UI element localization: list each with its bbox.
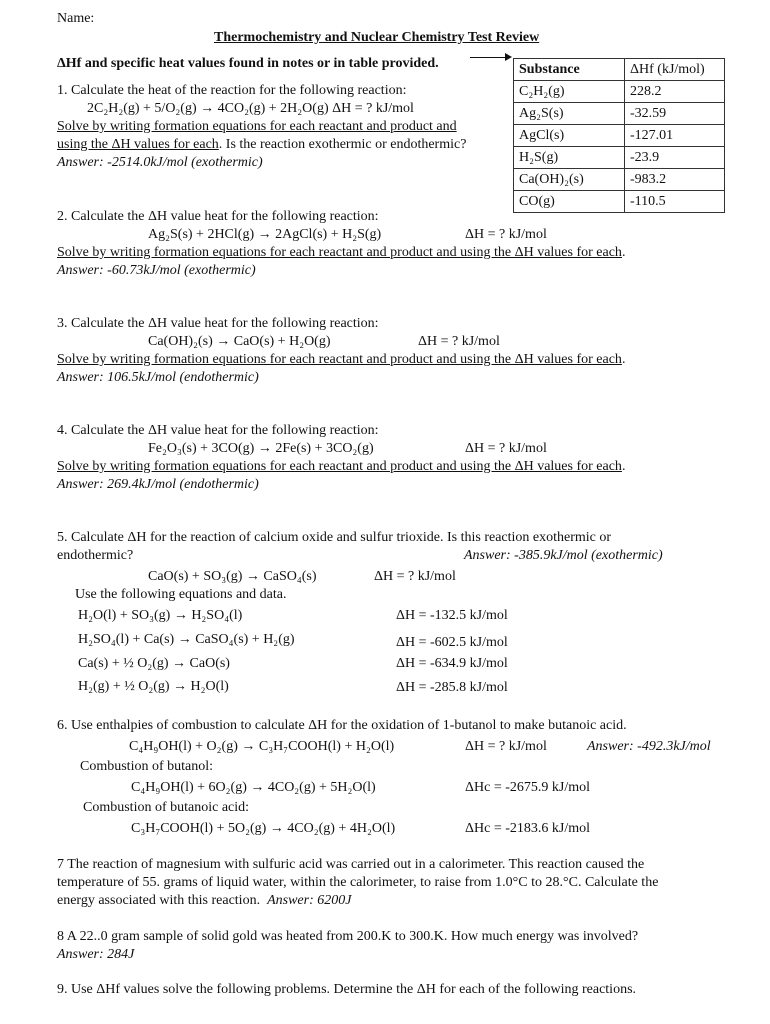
q5-equation: CaO(s) + SO₃(g) → CaSO₄(s) <box>148 569 317 584</box>
q6-delta-h: ΔH = ? kJ/mol <box>465 739 547 754</box>
q5-use-label: Use the following equations and data. <box>75 587 287 602</box>
arrow-head-icon <box>505 53 512 61</box>
table-row <box>514 191 725 213</box>
q6-combustion-equation: C₄H₉OH(l) + 6O₂(g) → 4CO₂(g) + 5H₂O(l) <box>131 780 376 795</box>
q9-text: 9. Use ΔHf values solve the following problems. Determine the ΔH for each of the following reactions. <box>57 982 637 997</box>
page-title: Thermochemistry and Nuclear Chemistry Test Review <box>214 30 540 45</box>
q8-text: 8 A 22..0 gram sample of solid gold was heated from 200.K to 300.K. How much energy was involved? <box>57 929 639 944</box>
q1-instruction-question: . Is the reaction exothermic or endothermic? <box>218 137 467 152</box>
q1-instruction: Solve by writing formation equations for each reactant and product and <box>57 119 457 134</box>
q5-answer: Answer: -385.9kJ/mol (exothermic) <box>464 548 663 563</box>
q5-step-equation: H₂SO₄(l) + Ca(s) → CaSO₄(s) + H₂(g) <box>78 632 295 647</box>
q5-prompt: 5. Calculate ΔH for the reaction of calcium oxide and sulfur trioxide. Is this reaction exothermic or <box>57 530 612 545</box>
q5-delta-h: ΔH = ? kJ/mol <box>374 569 456 584</box>
q3-instruction-underlined: Solve by writing formation equations for each reactant and product and using the ΔH values for each <box>57 352 622 367</box>
q2-delta-h: ΔH = ? kJ/mol <box>465 227 547 242</box>
q1-answer: Answer: -2514.0kJ/mol (exothermic) <box>57 155 263 170</box>
table-cell: -110.5 <box>625 191 725 213</box>
q2-instruction-period: . <box>621 245 626 260</box>
q3-instruction <box>57 351 625 369</box>
q3-prompt: 3. Calculate the ΔH value heat for the following reaction: <box>57 316 379 331</box>
q4-prompt: 4. Calculate the ΔH value heat for the following reaction: <box>57 423 379 438</box>
table-cell: -983.2 <box>625 169 725 191</box>
q5-step-equation: Ca(s) + ½ O₂(g) → CaO(s) <box>78 656 230 671</box>
q7-text: 7 The reaction of magnesium with sulfuric acid was carried out in a calorimeter. This reaction caused the <box>57 857 645 872</box>
q6-combustion-label: Combustion of butanoic acid: <box>83 800 250 815</box>
table-header-dhf: ΔHf (kJ/mol) <box>625 59 725 81</box>
table-row <box>514 81 725 103</box>
q7-text-line3 <box>57 892 351 910</box>
name-label: Name: <box>57 11 95 26</box>
arrow-icon <box>470 57 508 58</box>
q7-text-line2: temperature of 55. grams of liquid water, within the calorimeter, to raise from 1.0°C to 28.°C. Calculate the <box>57 875 659 890</box>
table-cell: 228.2 <box>625 81 725 103</box>
q5-step-equation: H₂(g) + ½ O₂(g) → H₂O(l) <box>78 679 229 694</box>
q5-step-delta-h: ΔH = -634.9 kJ/mol <box>396 656 508 671</box>
q3-delta-h: ΔH = ? kJ/mol <box>418 334 500 349</box>
q1-prompt: 1. Calculate the heat of the reaction for the following reaction: <box>57 83 407 98</box>
table-header-row <box>514 59 725 81</box>
q5-step-delta-h: ΔH = -285.8 kJ/mol <box>396 680 508 695</box>
q5-step-delta-h: ΔH = -602.5 kJ/mol <box>396 635 508 650</box>
table-header-substance: Substance <box>514 59 625 81</box>
q3-equation: Ca(OH)₂(s) → CaO(s) + H₂O(g) <box>148 334 331 349</box>
q4-delta-h: ΔH = ? kJ/mol <box>465 441 547 456</box>
q6-combustion-delta-h: ΔHc = -2675.9 kJ/mol <box>465 780 591 795</box>
q2-instruction-underlined: Solve by writing formation equations for each reactant and product and using the ΔH values for each <box>57 245 622 260</box>
q4-instruction-underlined: Solve by writing formation equations for each reactant and product and using the ΔH values for each <box>57 459 622 474</box>
q7-text-end: energy associated with this reaction. <box>57 893 261 908</box>
q6-combustion-label: Combustion of butanol: <box>80 759 213 774</box>
q6-combustion-equation: C₃H₇COOH(l) + 5O₂(g) → 4CO₂(g) + 4H₂O(l) <box>131 821 396 836</box>
q8-answer: Answer: 284J <box>57 947 135 962</box>
q2-prompt: 2. Calculate the ΔH value heat for the following reaction: <box>57 209 379 224</box>
q3-answer: Answer: 106.5kJ/mol (endothermic) <box>57 370 259 385</box>
table-cell: Ca(OH)₂(s) <box>514 169 625 191</box>
q2-instruction <box>57 244 625 262</box>
q6-combustion-delta-h: ΔHc = -2183.6 kJ/mol <box>465 821 591 836</box>
table-cell: -32.59 <box>625 103 725 125</box>
q6-prompt: 6. Use enthalpies of combustion to calculate ΔH for the oxidation of 1-butanol to make butanoic acid. <box>57 718 627 733</box>
table-row <box>514 147 725 169</box>
q1-instruction-underlined: using the ΔH values for each <box>57 137 219 152</box>
q4-equation: Fe₂O₃(s) + 3CO(g) → 2Fe(s) + 3CO₂(g) <box>148 441 374 456</box>
q3-instruction-period: . <box>621 352 626 367</box>
q2-equation: Ag₂S(s) + 2HCl(g) → 2AgCl(s) + H₂S(g) <box>148 227 382 242</box>
enthalpy-table <box>513 58 725 213</box>
q5-step-equation: H₂O(l) + SO₃(g) → H₂SO₄(l) <box>78 608 243 623</box>
table-row <box>514 169 725 191</box>
q4-answer: Answer: 269.4kJ/mol (endothermic) <box>57 477 259 492</box>
table-cell: -23.9 <box>625 147 725 169</box>
q4-instruction <box>57 458 625 476</box>
table-cell: Ag₂S(s) <box>514 103 625 125</box>
q2-answer: Answer: -60.73kJ/mol (exothermic) <box>57 263 256 278</box>
q7-answer: Answer: 6200J <box>267 893 352 908</box>
q5-step-delta-h: ΔH = -132.5 kJ/mol <box>396 608 508 623</box>
q1-equation: 2C₂H₂(g) + 5/O₂(g) → 4CO₂(g) + 2H₂O(g) ΔH = ? kJ/mol <box>87 101 414 116</box>
table-cell: AgCl(s) <box>514 125 625 147</box>
q6-equation: C₄H₉OH(l) + O₂(g) → C₃H₇COOH(l) + H₂O(l) <box>129 739 395 754</box>
values-note: ΔHf and specific heat values found in notes or in table provided. <box>57 56 439 71</box>
table-row <box>514 103 725 125</box>
q4-instruction-period: . <box>621 459 626 474</box>
table-row <box>514 125 725 147</box>
table-cell: H₂S(g) <box>514 147 625 169</box>
q1-instruction-line2 <box>57 136 466 154</box>
table-cell: C₂H₂(g) <box>514 81 625 103</box>
q5-prompt-line2: endothermic? <box>57 548 134 563</box>
q6-answer: Answer: -492.3kJ/mol <box>587 739 711 754</box>
table-cell: CO(g) <box>514 191 625 213</box>
table-cell: -127.01 <box>625 125 725 147</box>
